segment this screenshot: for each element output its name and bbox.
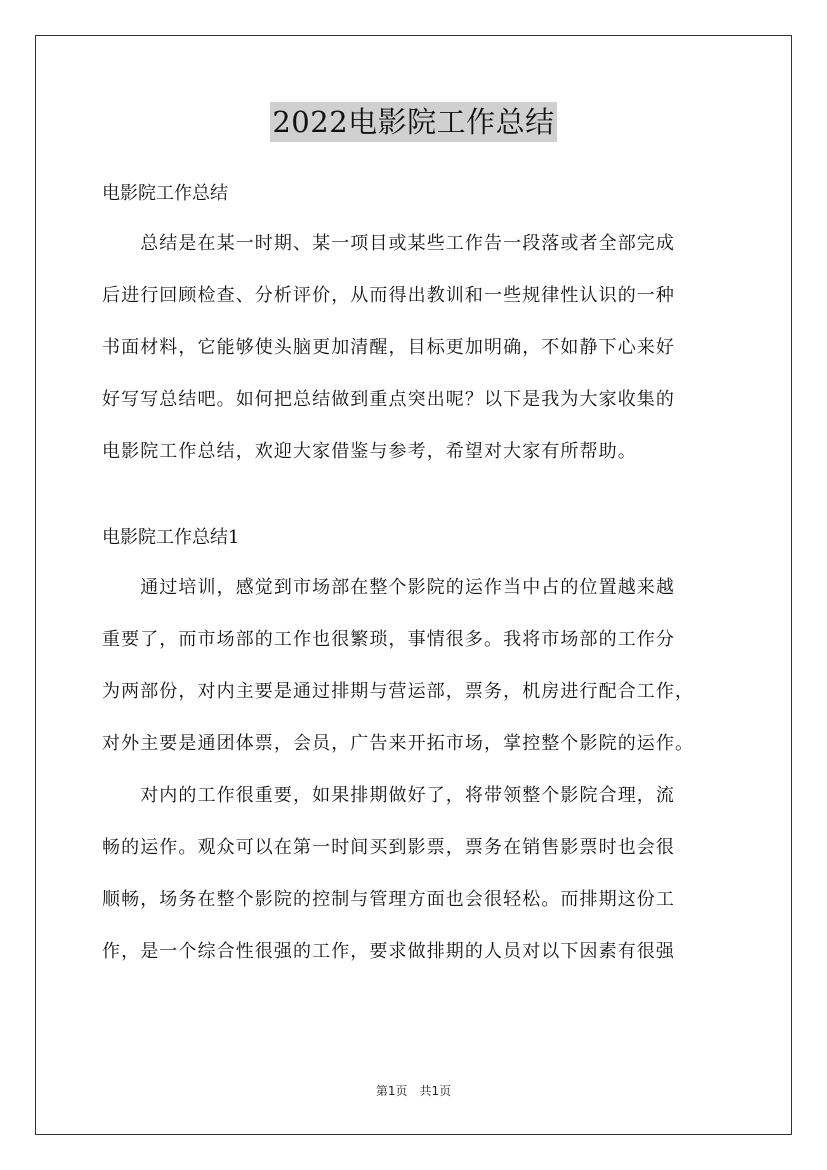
section1-paragraph-1 [102,562,742,770]
heading-section-1: 电影院工作总结1 [102,527,240,548]
paragraph-line: 重要了，而市场部的工作也很繁琐，事情很多。我将市场部的工作分 [102,629,675,650]
paragraph-line: 为两部份，对内主要是通过排期与营运部，票务，机房进行配合工作， [102,681,695,702]
paragraph-line: 通过培训，感觉到市场部在整个影院的运作当中占的位置越来越 [102,577,675,598]
paragraph-line: 顺畅，场务在整个影院的控制与管理方面也会很轻松。而排期这份工 [102,889,675,910]
paragraph-line: 书面材料，它能够使头脑更加清醒，目标更加明确，不如静下心来好 [102,337,675,358]
document-body [102,170,742,978]
paragraph-line: 好写写总结吧。如何把总结做到重点突出呢？以下是我为大家收集的 [102,389,675,410]
paragraph-line: 对外主要是通团体票，会员，广告来开拓市场，掌控整个影院的运作。 [102,733,695,754]
document-title: 2022电影院工作总结 [270,102,556,142]
section-spacer [102,478,742,514]
section1-paragraph-2 [102,770,742,978]
paragraph-line: 对内的工作很重要，如果排期做好了，将带领整个影院合理，流 [102,785,675,806]
paragraph-line: 总结是在某一时期、某一项目或某些工作告一段落或者全部完成 [102,233,675,254]
heading-intro: 电影院工作总结 [102,183,228,204]
paragraph-line: 电影院工作总结，欢迎大家借鉴与参考，希望对大家有所帮助。 [102,441,637,462]
title-wrap [0,102,827,142]
paragraph-line: 后进行回顾检查、分析评价，从而得出教训和一些规律性认识的一种 [102,285,675,306]
intro-paragraph [102,218,742,478]
page-footer: 第1页 共1页 [375,1084,452,1098]
paragraph-line: 作，是一个综合性很强的工作，要求做排期的人员对以下因素有很强 [102,941,675,962]
paragraph-line: 畅的运作。观众可以在第一时间买到影票，票务在销售影票时也会很 [102,837,675,858]
